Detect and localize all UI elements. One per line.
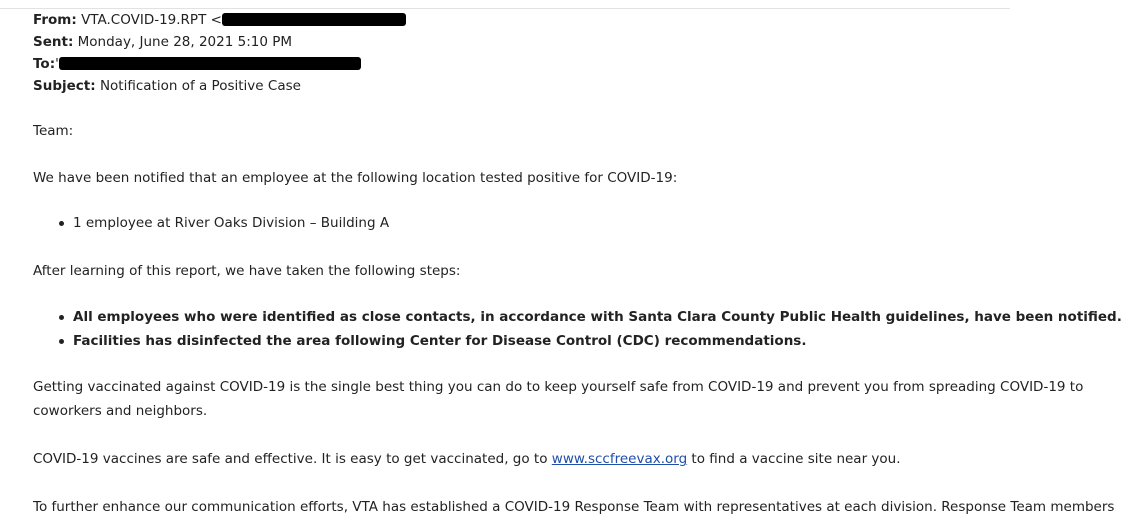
- step-item: All employees who were identified as close contacts, in accordance with Santa Clara County Public Health guidelines, have been notified.: [73, 309, 1122, 325]
- from-row: [33, 11, 406, 29]
- vaccine-paragraph-line1: Getting vaccinated against COVID-19 is the single best thing you can do to keep yourself safe from COVID-19 and prevent you from spreading COVID-19 to: [33, 379, 1084, 395]
- to-label: To:: [33, 56, 56, 72]
- location-item: 1 employee at River Oaks Division – Building A: [73, 215, 390, 231]
- redacted-block: [222, 13, 406, 26]
- from-label: From:: [33, 12, 77, 28]
- vaccine-site-text-after: to find a vaccine site near you.: [687, 451, 901, 467]
- steps-intro: After learning of this report, we have taken the following steps:: [33, 263, 461, 279]
- to-row: [33, 55, 361, 73]
- vaccine-site-text: COVID-19 vaccines are safe and effective. It is easy to get vaccinated, go to: [33, 451, 552, 467]
- subject-row: [33, 77, 301, 95]
- sccfreevax-link[interactable]: www.sccfreevax.org: [551, 451, 688, 467]
- sent-value: Monday, June 28, 2021 5:10 PM: [77, 34, 293, 50]
- subject-value: Notification of a Positive Case: [99, 78, 301, 94]
- redacted-block: [59, 57, 361, 70]
- sent-row: [33, 33, 292, 51]
- from-value: VTA.COVID-19.RPT <: [81, 12, 222, 28]
- step-item: Facilities has disinfected the area following Center for Disease Control (CDC) recommendations.: [73, 333, 807, 349]
- top-divider: [0, 8, 1010, 9]
- vaccine-paragraph-line2: coworkers and neighbors.: [33, 403, 208, 419]
- sent-label: Sent:: [33, 34, 74, 50]
- vaccine-site-paragraph: [33, 450, 901, 468]
- response-team-paragraph: To further enhance our communication efforts, VTA has established a COVID-19 Response Team with representatives at each division. Response Team members: [33, 499, 1115, 515]
- to-value: ': [55, 56, 59, 72]
- intro-paragraph: We have been notified that an employee at the following location tested positive for COVID-19:: [33, 170, 678, 186]
- greeting: Team:: [33, 123, 74, 139]
- subject-label: Subject:: [33, 78, 96, 94]
